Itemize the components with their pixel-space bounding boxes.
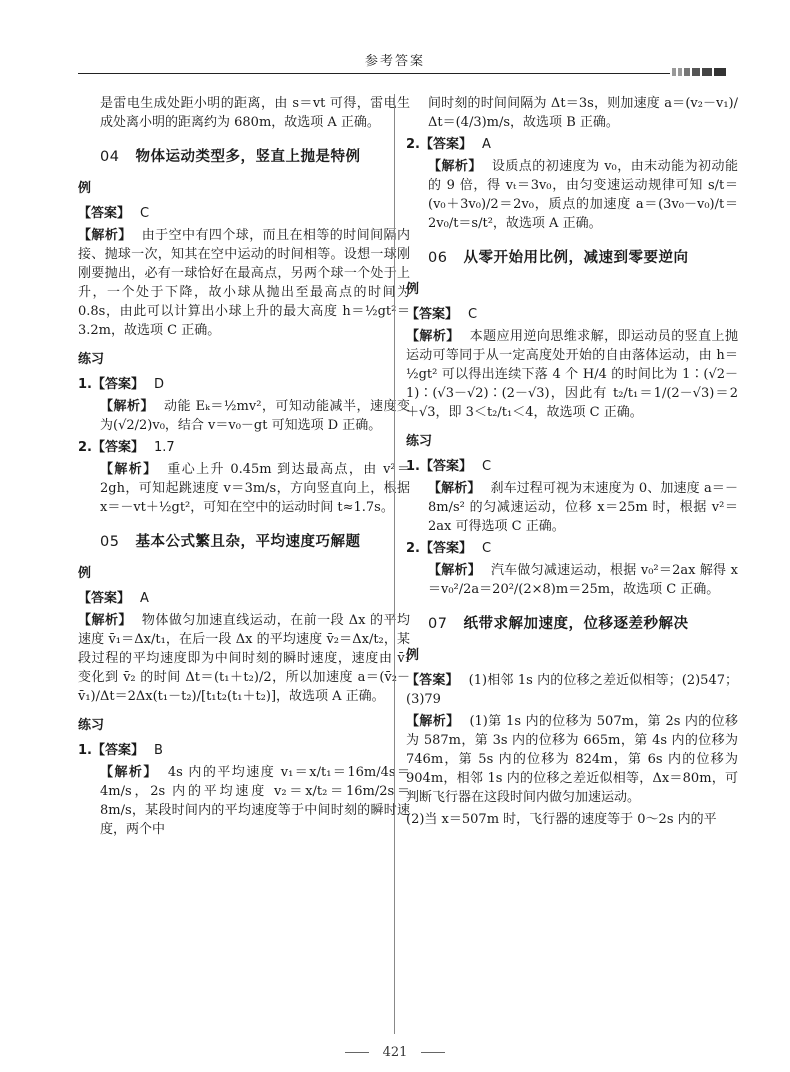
example-label: 例	[78, 566, 92, 581]
analysis-block: 【解析】 物体做匀加速直线运动，在前一段 Δx 的平均速度 v̄₁＝Δx/t₁，在后一段 Δx 的平均速度 v̄₂＝Δx/t₂，某段过程的平均速度即为中间时刻的瞬时速度，速度由 v̄₁ 变化到 v̄₂ 的时间 Δt＝(t₁＋t₂)/2，所以加速度 a＝(v̄₂－v̄₁)/Δt＝2Δx(t₁－t₂)/[t₁t₂(t₁＋t₂)]，故选项 A 正确。	[78, 613, 410, 704]
analysis-block: 【解析】 汽车做匀减速运动，根据 v₀²＝2ax 解得 x＝v₀²/2a＝20²/(2×8)m＝25m，故选项 C 正确。	[428, 563, 738, 597]
answer-line: 2.【答案】 C	[406, 541, 492, 556]
example-label: 例	[406, 282, 420, 297]
page-number: 421	[382, 1045, 408, 1060]
footer-dash-left	[345, 1052, 369, 1053]
answer-line: 【答案】 C	[406, 307, 478, 322]
paragraph: 是雷电生成处距小明的距离，由 s＝vt 可得，雷电生成处离小明的距离约为 680m，故选项 A 正确。	[100, 96, 410, 130]
answer-line: 【答案】 (1)相邻 1s 内的位移之差近似相等；(2)547；(3)79	[406, 673, 738, 707]
column-divider	[394, 94, 395, 1034]
analysis-block: 【解析】 刹车过程可视为末速度为 0、加速度 a＝－8m/s² 的匀减速运动，位移 x＝25m 时，根据 v²＝2ax 可得选项 C 正确。	[428, 481, 738, 534]
analysis-block: 【解析】 动能 Eₖ＝½mv²，可知动能减半，速度变为(√2/2)v₀，结合 v＝v₀－gt 可知选项 D 正确。	[100, 399, 410, 433]
section-heading-04: 04 物体运动类型多，竖直上抛是特例	[100, 149, 361, 165]
paragraph: (2)当 x＝507m 时，飞行器的速度等于 0～2s 内的平	[406, 812, 717, 827]
section-heading-05: 05 基本公式繁且杂，平均速度巧解题	[100, 534, 361, 550]
answer-line: 【答案】 A	[78, 591, 149, 606]
practice-label: 练习	[78, 718, 105, 733]
right-column	[406, 94, 738, 832]
analysis-block: 【解析】 设质点的初速度为 v₀，由末动能为初动能的 9 倍，得 vₜ＝3v₀，由匀变速运动规律可知 s/t＝(v₀＋3v₀)/2＝2v₀，质点的加速度 a＝(3v₀－v₀)/t＝2v₀/t＝s/t²，故选项 A 正确。	[428, 159, 738, 231]
practice-label: 练习	[78, 352, 105, 367]
analysis-block: 【解析】 4s 内的平均速度 v₁＝x/t₁＝16m/4s＝4m/s，2s 内的平均速度 v₂＝x/t₂＝16m/2s＝8m/s，某段时间内的平均速度等于中间时刻的瞬时速度，两个中	[100, 765, 410, 837]
analysis-block: 【解析】 (1)第 1s 内的位移为 507m，第 2s 内的位移为 587m，第 3s 内的位移为 665m，第 4s 内的位移为 746m，第 5s 内的位移为 824m，第 6s 内的位移为 904m，相邻 1s 内的位移之差近似相等，Δx＝80m，可判断飞行器在这段时间内做匀加速运动。	[406, 714, 738, 805]
analysis-block: 【解析】 重心上升 0.45m 到达最高点，由 v²＝2gh，可知起跳速度 v＝3m/s，方向竖直向上，根据 x＝－vt＋½gt²，可知在空中的运动时间 t≈1.7s。	[100, 462, 410, 515]
answer-line: 1.【答案】 D	[78, 377, 164, 392]
practice-label: 练习	[406, 434, 433, 449]
section-heading-06: 06 从零开始用比例，减速到零要逆向	[428, 250, 689, 266]
example-label: 例	[406, 648, 420, 663]
page-footer	[0, 1045, 790, 1060]
answer-line: 1.【答案】 B	[78, 743, 163, 758]
paragraph: 间时刻的时间间隔为 Δt＝3s，则加速度 a＝(v₂－v₁)/Δt＝(4/3)m/s，故选项 B 正确。	[428, 96, 738, 130]
page-header-title: 参考答案	[364, 54, 425, 69]
section-heading-07: 07 纸带求解加速度，位移逐差秒解决	[428, 616, 689, 632]
header-decoration	[672, 68, 726, 76]
example-label: 例	[78, 181, 92, 196]
footer-dash-right	[421, 1052, 445, 1053]
header-rule	[78, 73, 670, 74]
answer-line: 2.【答案】 A	[406, 137, 491, 152]
analysis-block: 【解析】 由于空中有四个球，而且在相等的时间间隔内接、抛球一次，知其在空中运动的时间相等。设想一球刚刚要抛出，必有一球恰好在最高点，另两个球一个处于上升，一个处于下降，故小球从抛出至最高点的时间为 0.8s，由此可以计算出小球上升的最大高度 h＝½gt²＝3.2m，故选项 C 正确。	[78, 228, 410, 338]
answer-line: 【答案】 C	[78, 206, 150, 221]
analysis-block: 【解析】 本题应用逆向思维求解，即运动员的竖直上抛运动可等同于从一定高度处开始的自由落体运动，由 h＝½gt² 可以得出连续下落 4 个 H/4 的时间比为 1∶(√2－1)∶(√3－√2)∶(2－√3)，因此有 t₂/t₁＝1/(2－√3)＝2＋√3，即 3＜t₂/t₁＜4，故选项 C 正确。	[406, 329, 738, 420]
answer-line: 1.【答案】 C	[406, 459, 492, 474]
answer-line: 2.【答案】 1.7	[78, 440, 175, 455]
left-column	[78, 94, 410, 842]
